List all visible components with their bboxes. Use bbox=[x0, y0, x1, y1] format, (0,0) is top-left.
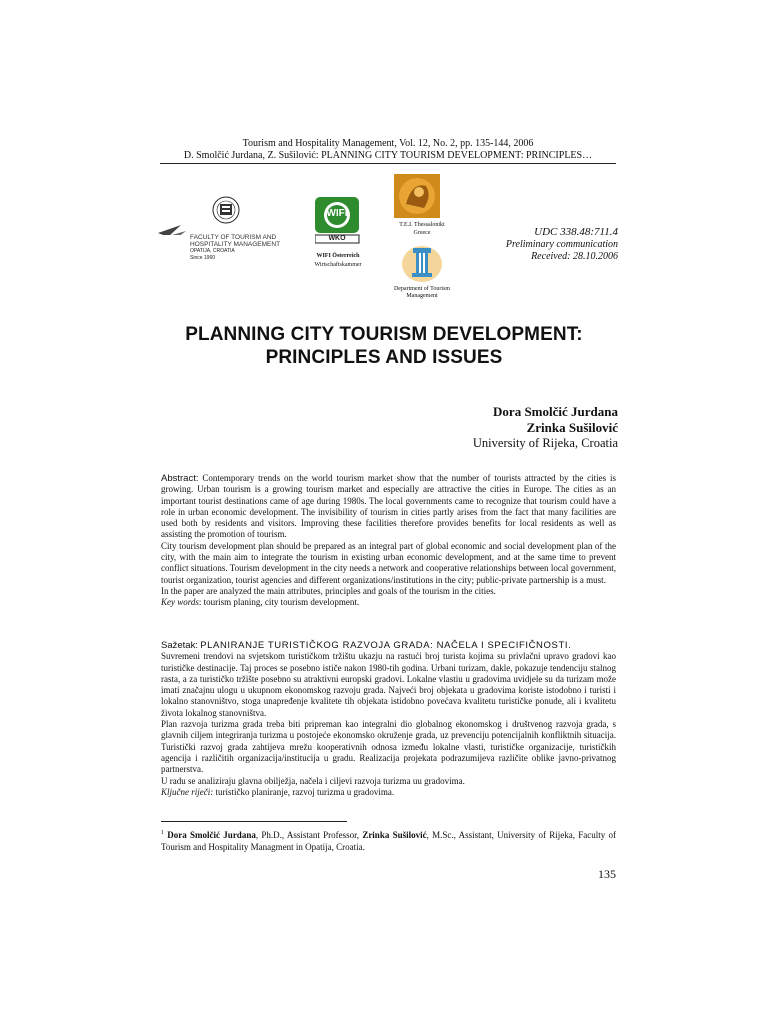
wifi-caption2: Wirtschaftskammer bbox=[314, 262, 362, 268]
udc-code: UDC 338.48:711.4 bbox=[534, 226, 618, 238]
wifi-logo bbox=[313, 197, 369, 277]
faculty-crest-icon bbox=[156, 195, 296, 235]
sazetak-heading: PLANIRANJE TURISTIČKOG RAZVOJA GRADA: NAČELA I SPECIFIČNOSTI. bbox=[200, 640, 572, 651]
wifi-sub-text: WKO bbox=[328, 235, 346, 242]
dept-logo bbox=[384, 240, 460, 302]
footnote-name1: Dora Smolčić Jurdana bbox=[167, 830, 256, 840]
abstract bbox=[161, 473, 616, 609]
abstract-label: Abstract: bbox=[161, 473, 199, 484]
journal-line: Tourism and Hospitality Management, Vol. 12, No. 2, pp. 135-144, 2006 bbox=[242, 138, 534, 149]
page-number: 135 bbox=[598, 867, 616, 881]
footnote-rule bbox=[161, 821, 347, 822]
tei-caption2: Greece bbox=[413, 230, 431, 236]
faculty-line3: OPATIJA, CROATIA bbox=[190, 248, 235, 254]
paper-type: Preliminary communication bbox=[505, 239, 618, 250]
footnote-name2: Zrinka Sušilović bbox=[362, 830, 427, 840]
running-title: D. Smolčić Jurdana, Z. Sušilović: PLANNING CITY TOURISM DEVELOPMENT: PRINCIPLES… bbox=[183, 150, 593, 161]
footnote-text1: , Ph.D., Assistant Professor, bbox=[255, 830, 363, 840]
sazetak-p2: Plan razvoja turizma grada treba biti pripreman kao integralni dio globalnog ekonomskog i društvenog razvoja grada, s glavnih ciljem integriranja turizma u postojeće ekonomsko okruženje grada, uz prevenciju potencijalnih konfliktnih situacija. Turistički razvoj grada zahtijeva mrežu kooperativnih odnosa između lokalne vlasti, turističke organizacije, turističkih agencija i različitih organizacija/institucija u gradu. Realizacija projekata podrazumijeva različite oblike javno-privatnog partnerstva. bbox=[161, 719, 616, 775]
author-1: Dora Smolčić Jurdana bbox=[493, 404, 618, 419]
kljucne-rijeci-text: turističko planiranje, razvoj turizma u gradovima. bbox=[213, 786, 395, 797]
received-date: Received: 28.10.2006 bbox=[531, 251, 618, 262]
abstract-p1 bbox=[161, 473, 616, 541]
wifi-caption1: WIFI Österreich bbox=[316, 253, 360, 259]
dept-column-icon bbox=[400, 240, 444, 284]
keywords-label: Key words bbox=[161, 597, 199, 608]
sazetak-keywords bbox=[161, 787, 616, 798]
abstract-p2: City tourism development plan should be prepared as an integral part of global economic and social development plan of the city, with the main aim to integrate the tourism in existing urban economic development, and at the same time to prevent conflict situations. Tourism development in the city needs a network and cooperative relationships between local government, tourist organization, tourist agencies and different organizations/institutions in the city; public-private partnership is a must. bbox=[161, 540, 616, 585]
footnote bbox=[161, 827, 616, 853]
faculty-line1: FACULTY OF TOURISM AND bbox=[190, 234, 277, 241]
tei-logo bbox=[384, 174, 460, 240]
abstract-p3: In the paper are analyzed the main attributes, principles and goals of the tourism in the cities. bbox=[161, 585, 496, 596]
sazetak-heading-line bbox=[161, 640, 616, 651]
sazetak-p3: U radu se analiziraju glavna obilježja, načela i ciljevi razvoja turizma uu gradovima. bbox=[161, 775, 465, 786]
faculty-logo bbox=[156, 195, 296, 265]
dept-caption2: Management bbox=[406, 293, 438, 299]
paper-title-line2: PRINCIPLES AND ISSUES bbox=[265, 347, 503, 368]
faculty-line2: HOSPITALITY MANAGEMENT bbox=[190, 241, 281, 248]
abstract-p1-text: Contemporary trends on the world tourism market show that the number of tourists attracted by the cities is growing. Urban tourism is a growing tourism market and especially are attractive the cities in Europe. The cities as an important tourist destinations came of age during 1980s. The local governments came to recognize that tourism could have a role in urban economic development. The invisibility of tourism in cities partly arises from the fact that many facilities are used both by residents and visitors. Improving these facilities therefore provides benefits for local residents as well as assisting the promotion of tourism. bbox=[161, 473, 617, 540]
dept-caption1: Department of Tourism bbox=[393, 286, 451, 292]
sazetak-p1: Suvremeni trendovi na svjetskom turističkom tržištu ukazju na rastući broj turista kojima su privlačni upravo gradovi kao turističke destinacije. Taj proces se posebno ističe nakon 1980-tih godina. Urbani turizam, dakle, pokazuje tendenciju stalnog rasta, a za turističko tržište posebno su atraktivni europski gradovi. Lokalne vlastiu u gradovima uvidjele su da turizam može imati značajnu ulogu u ukupnom ekonomskog razvoju grada. Najveći broj objekata u gradovima koriste istodobno i turisti i lokalno stanovništvo, stoga unapređenje kvalitete tih objekata istidobno povećava kvalitetu turističke ponude, ali i kvalitetu života lokalnog stanovništva. bbox=[161, 651, 616, 718]
wifi-badge-text: WIFI bbox=[326, 208, 348, 219]
header-rule bbox=[160, 163, 616, 164]
affiliation: University of Rijeka, Croatia bbox=[472, 436, 618, 450]
abstract-keywords bbox=[161, 597, 616, 608]
footnote-text2: , M.Sc., Assistant, University of Rijeka, Faculty of Tourism and Hospitality Managment in Opatija, Croatia. bbox=[161, 830, 616, 852]
keywords-text: : tourism planing, city tourism development. bbox=[198, 597, 360, 608]
tei-medallion-icon bbox=[394, 174, 442, 220]
sazetak bbox=[161, 640, 616, 798]
footnote-marker: 1 bbox=[161, 830, 164, 836]
author-2: Zrinka Sušilović bbox=[526, 420, 618, 435]
sazetak-label: Sažetak: bbox=[161, 640, 198, 651]
paper-title-line1: PLANNING CITY TOURISM DEVELOPMENT: bbox=[185, 324, 583, 345]
tei-caption1: T.E.I. Thessaloniki bbox=[399, 222, 445, 228]
kljucne-rijeci-label: Ključne riječi: bbox=[161, 786, 214, 797]
faculty-line4: Since 1960 bbox=[190, 255, 216, 261]
